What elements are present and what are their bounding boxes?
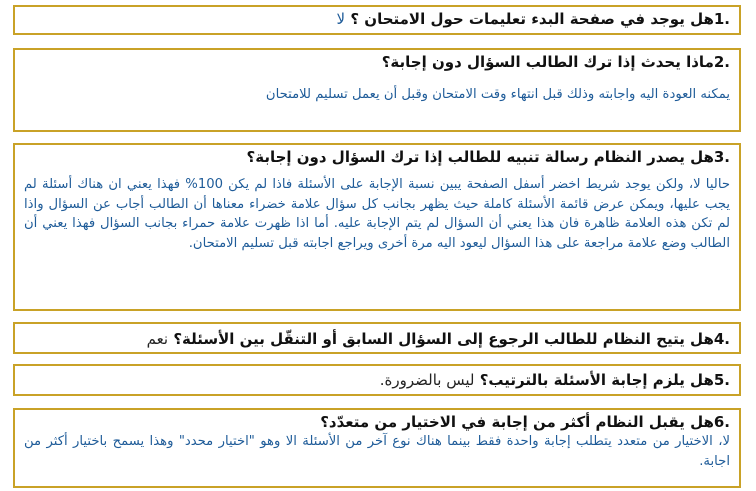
faq-question-4: 4.هل يتيح النظام للطالب الرجوع إلى السؤال السابق أو التنقّل بين الأسئلة؟ نعم <box>146 330 730 348</box>
faq-item-3 <box>13 143 741 311</box>
faq-item-4 <box>13 322 741 354</box>
faq-answer-2: يمكنه العودة اليه واجابته وذلك قبل انتهاء وقت الامتحان وقبل أن يعمل تسليم للامتحان <box>265 87 730 102</box>
faq-answer-5: ليس بالضرورة. <box>379 371 475 389</box>
faq-item-2 <box>13 48 741 132</box>
faq-question-2: 2.ماذا يحدث إذا ترك الطالب السؤال دون إجابة؟ <box>381 53 730 71</box>
faq-item-6 <box>13 408 741 488</box>
faq-answer-6: لا، الاختيار من متعدد يتطلب إجابة واحدة فقط بينما هناك نوع آخر من الأسئلة الا وهو "اختيار محدد" وهذا يسمح باختيار أكثر من اجابة. <box>24 434 730 469</box>
faq-answer-3: حاليا لا، ولكن يوجد شريط اخضر أسفل الصفحة يبين نسبة الإجابة على الأسئلة فاذا لم يكن 100% فهذا يعني ان هناك أسئلة لم يجب عليها، ويمكن عرض قائمة الأسئلة كاملة حيث يظهر بجانب كل سؤال علامة خضراء معناها أن الطالب أجاب عن السؤال واذا لم تكن هذه العلامة ظاهرة فان هذا يعني أن السؤال لم يتم الإجابة عليه. أما اذا ظهرت علامة حمراء بجانب السؤال فهذا يعني أن الطالب وضع علامة مراجعة على هذا السؤال ليعود اليه مرة أخرى ويراجع اجابته قبل تسليم الامتحان. <box>24 177 730 251</box>
faq-question-1: 1.هل يوجد في صفحة البدء تعليمات حول الامتحان ؟ لا <box>336 10 730 28</box>
faq-answer-1: لا <box>336 10 346 28</box>
faq-question-3: 3.هل يصدر النظام رسالة تنبيه للطالب إذا ترك السؤال دون إجابة؟ <box>246 148 730 166</box>
faq-answer-4: نعم <box>146 330 169 348</box>
faq-question-5: 5.هل يلزم إجابة الأسئلة بالترتيب؟ ليس بالضرورة. <box>379 371 730 389</box>
faq-item-5 <box>13 364 741 396</box>
faq-question-6: 6.هل يقبل النظام أكثر من إجابة في الاختيار من متعدّد؟ <box>320 413 730 431</box>
faq-item-1 <box>13 5 741 35</box>
